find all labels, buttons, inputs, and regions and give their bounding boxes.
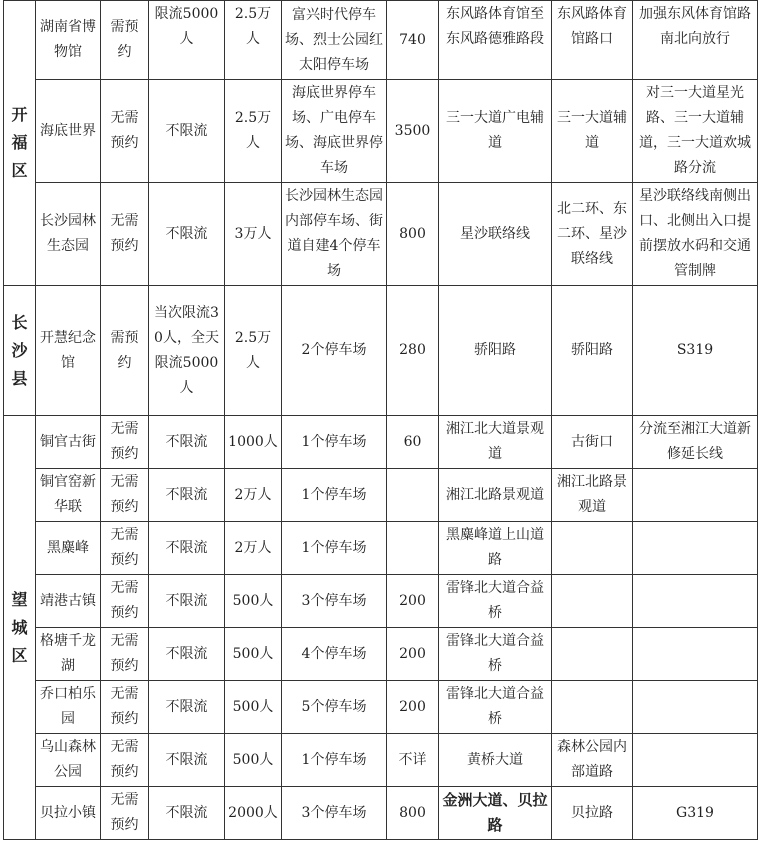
- spaces-cell: 200: [387, 681, 439, 734]
- road-cell: 黄桥大道: [439, 734, 552, 787]
- parking-cell: 富兴时代停车场、烈士公园红太阳停车场: [282, 1, 387, 80]
- table-row: [4, 416, 758, 469]
- junction-cell: [552, 575, 633, 628]
- junction-cell: 贝拉路: [552, 787, 633, 840]
- limit-cell: 不限流: [149, 628, 225, 681]
- capacity-cell: 2.5万人: [225, 286, 282, 416]
- spaces-cell: 不详: [387, 734, 439, 787]
- measure-cell: [633, 575, 758, 628]
- spaces-cell: 800: [387, 183, 439, 286]
- capacity-cell: 500人: [225, 628, 282, 681]
- scenic-name: 乔口柏乐园: [36, 681, 101, 734]
- scenic-name: 铜官窑新华联: [36, 469, 101, 522]
- parking-cell: 长沙园林生态园内部停车场、街道自建4个停车场: [282, 183, 387, 286]
- table-row: [4, 681, 758, 734]
- road-cell: 雷锋北大道合益桥: [439, 628, 552, 681]
- limit-cell: 不限流: [149, 416, 225, 469]
- reservation-cell: 无需预约: [101, 734, 149, 787]
- spaces-cell: 60: [387, 416, 439, 469]
- spaces-cell: [387, 469, 439, 522]
- capacity-cell: 2.5万人: [225, 1, 282, 80]
- table-row: [4, 80, 758, 183]
- capacity-cell: 500人: [225, 734, 282, 787]
- limit-cell: 不限流: [149, 575, 225, 628]
- scenic-name: 海底世界: [36, 80, 101, 183]
- reservation-cell: 无需预约: [101, 183, 149, 286]
- table-row: [4, 628, 758, 681]
- parking-cell: 3个停车场: [282, 787, 387, 840]
- road-cell: 湘江北大道景观道: [439, 416, 552, 469]
- parking-cell: 1个停车场: [282, 522, 387, 575]
- junction-cell: 东风路体育馆路口: [552, 1, 633, 80]
- road-cell: 星沙联络线: [439, 183, 552, 286]
- scenic-name: 开慧纪念馆: [36, 286, 101, 416]
- district-cell: 长 沙 县: [4, 286, 36, 416]
- reservation-cell: 无需预约: [101, 628, 149, 681]
- spaces-cell: 280: [387, 286, 439, 416]
- limit-cell: 不限流: [149, 734, 225, 787]
- measure-cell: G319: [633, 787, 758, 840]
- scenic-name: 贝拉小镇: [36, 787, 101, 840]
- limit-cell: 限流5000人: [149, 1, 225, 80]
- reservation-cell: 无需预约: [101, 681, 149, 734]
- road-cell: 雷锋北大道合益桥: [439, 575, 552, 628]
- reservation-cell: 无需预约: [101, 575, 149, 628]
- measure-cell: 分流至湘江大道新修延长线: [633, 416, 758, 469]
- limit-cell: 不限流: [149, 183, 225, 286]
- scenic-name: 格塘千龙湖: [36, 628, 101, 681]
- parking-cell: 4个停车场: [282, 628, 387, 681]
- junction-cell: 古街口: [552, 416, 633, 469]
- spaces-cell: 800: [387, 787, 439, 840]
- limit-cell: 不限流: [149, 681, 225, 734]
- capacity-cell: 3万人: [225, 183, 282, 286]
- road-cell: 金洲大道、贝拉路: [439, 787, 552, 840]
- reservation-cell: 无需预约: [101, 522, 149, 575]
- spaces-cell: 200: [387, 575, 439, 628]
- limit-cell: 当次限流30人，全天限流5000人: [149, 286, 225, 416]
- junction-cell: 森林公园内部道路: [552, 734, 633, 787]
- scenic-name: 黑麋峰: [36, 522, 101, 575]
- measure-cell: [633, 734, 758, 787]
- reservation-cell: 无需预约: [101, 80, 149, 183]
- reservation-cell: 需预约: [101, 286, 149, 416]
- parking-cell: 2个停车场: [282, 286, 387, 416]
- limit-cell: 不限流: [149, 80, 225, 183]
- parking-cell: 海底世界停车场、广电停车场、海底世界停车场: [282, 80, 387, 183]
- capacity-cell: 500人: [225, 575, 282, 628]
- junction-cell: [552, 681, 633, 734]
- junction-cell: [552, 522, 633, 575]
- junction-cell: [552, 628, 633, 681]
- parking-cell: 1个停车场: [282, 416, 387, 469]
- limit-cell: 不限流: [149, 787, 225, 840]
- capacity-cell: 2万人: [225, 522, 282, 575]
- measure-cell: [633, 681, 758, 734]
- capacity-cell: 1000人: [225, 416, 282, 469]
- road-cell: 湘江北路景观道: [439, 469, 552, 522]
- parking-cell: 1个停车场: [282, 469, 387, 522]
- reservation-cell: 无需预约: [101, 469, 149, 522]
- measure-cell: [633, 522, 758, 575]
- table-row: [4, 183, 758, 286]
- junction-cell: 北二环、东二环、星沙联络线: [552, 183, 633, 286]
- junction-cell: 骄阳路: [552, 286, 633, 416]
- measure-cell: S319: [633, 286, 758, 416]
- capacity-cell: 2000人: [225, 787, 282, 840]
- table-row: [4, 469, 758, 522]
- scenic-name: 乌山森林公园: [36, 734, 101, 787]
- road-cell: 骄阳路: [439, 286, 552, 416]
- measure-cell: 对三一大道星光路、三一大道辅道，三一大道欢城路分流: [633, 80, 758, 183]
- reservation-cell: 需预约: [101, 1, 149, 80]
- reservation-cell: 无需预约: [101, 416, 149, 469]
- scenic-name: 铜官古街: [36, 416, 101, 469]
- district-cell: 望 城 区: [4, 416, 36, 840]
- table-row: [4, 787, 758, 840]
- parking-cell: 3个停车场: [282, 575, 387, 628]
- table-row: [4, 734, 758, 787]
- reservation-cell: 无需预约: [101, 787, 149, 840]
- scenic-name: 长沙园林生态园: [36, 183, 101, 286]
- scenic-name: 湖南省博物馆: [36, 1, 101, 80]
- measure-cell: [633, 628, 758, 681]
- measure-cell: 星沙联络线南侧出口、北侧出入口提前摆放水码和交通管制牌: [633, 183, 758, 286]
- limit-cell: 不限流: [149, 522, 225, 575]
- scenic-traffic-table: [3, 0, 758, 840]
- table-row: [4, 286, 758, 416]
- capacity-cell: 2万人: [225, 469, 282, 522]
- road-cell: 三一大道广电辅道: [439, 80, 552, 183]
- scenic-name: 靖港古镇: [36, 575, 101, 628]
- road-cell: 东风路体育馆至东风路德雅路段: [439, 1, 552, 80]
- table-row: [4, 522, 758, 575]
- table-row: [4, 575, 758, 628]
- spaces-cell: 200: [387, 628, 439, 681]
- spaces-cell: 3500: [387, 80, 439, 183]
- measure-cell: [633, 469, 758, 522]
- table-row: [4, 1, 758, 80]
- spaces-cell: 740: [387, 1, 439, 80]
- capacity-cell: 2.5万人: [225, 80, 282, 183]
- road-cell: 黑麋峰道上山道路: [439, 522, 552, 575]
- measure-cell: 加强东风体育馆路南北向放行: [633, 1, 758, 80]
- district-cell: 开 福 区: [4, 1, 36, 286]
- limit-cell: 不限流: [149, 469, 225, 522]
- spaces-cell: [387, 522, 439, 575]
- road-cell: 雷锋北大道合益桥: [439, 681, 552, 734]
- junction-cell: 三一大道辅道: [552, 80, 633, 183]
- parking-cell: 5个停车场: [282, 681, 387, 734]
- junction-cell: 湘江北路景观道: [552, 469, 633, 522]
- parking-cell: 1个停车场: [282, 734, 387, 787]
- capacity-cell: 500人: [225, 681, 282, 734]
